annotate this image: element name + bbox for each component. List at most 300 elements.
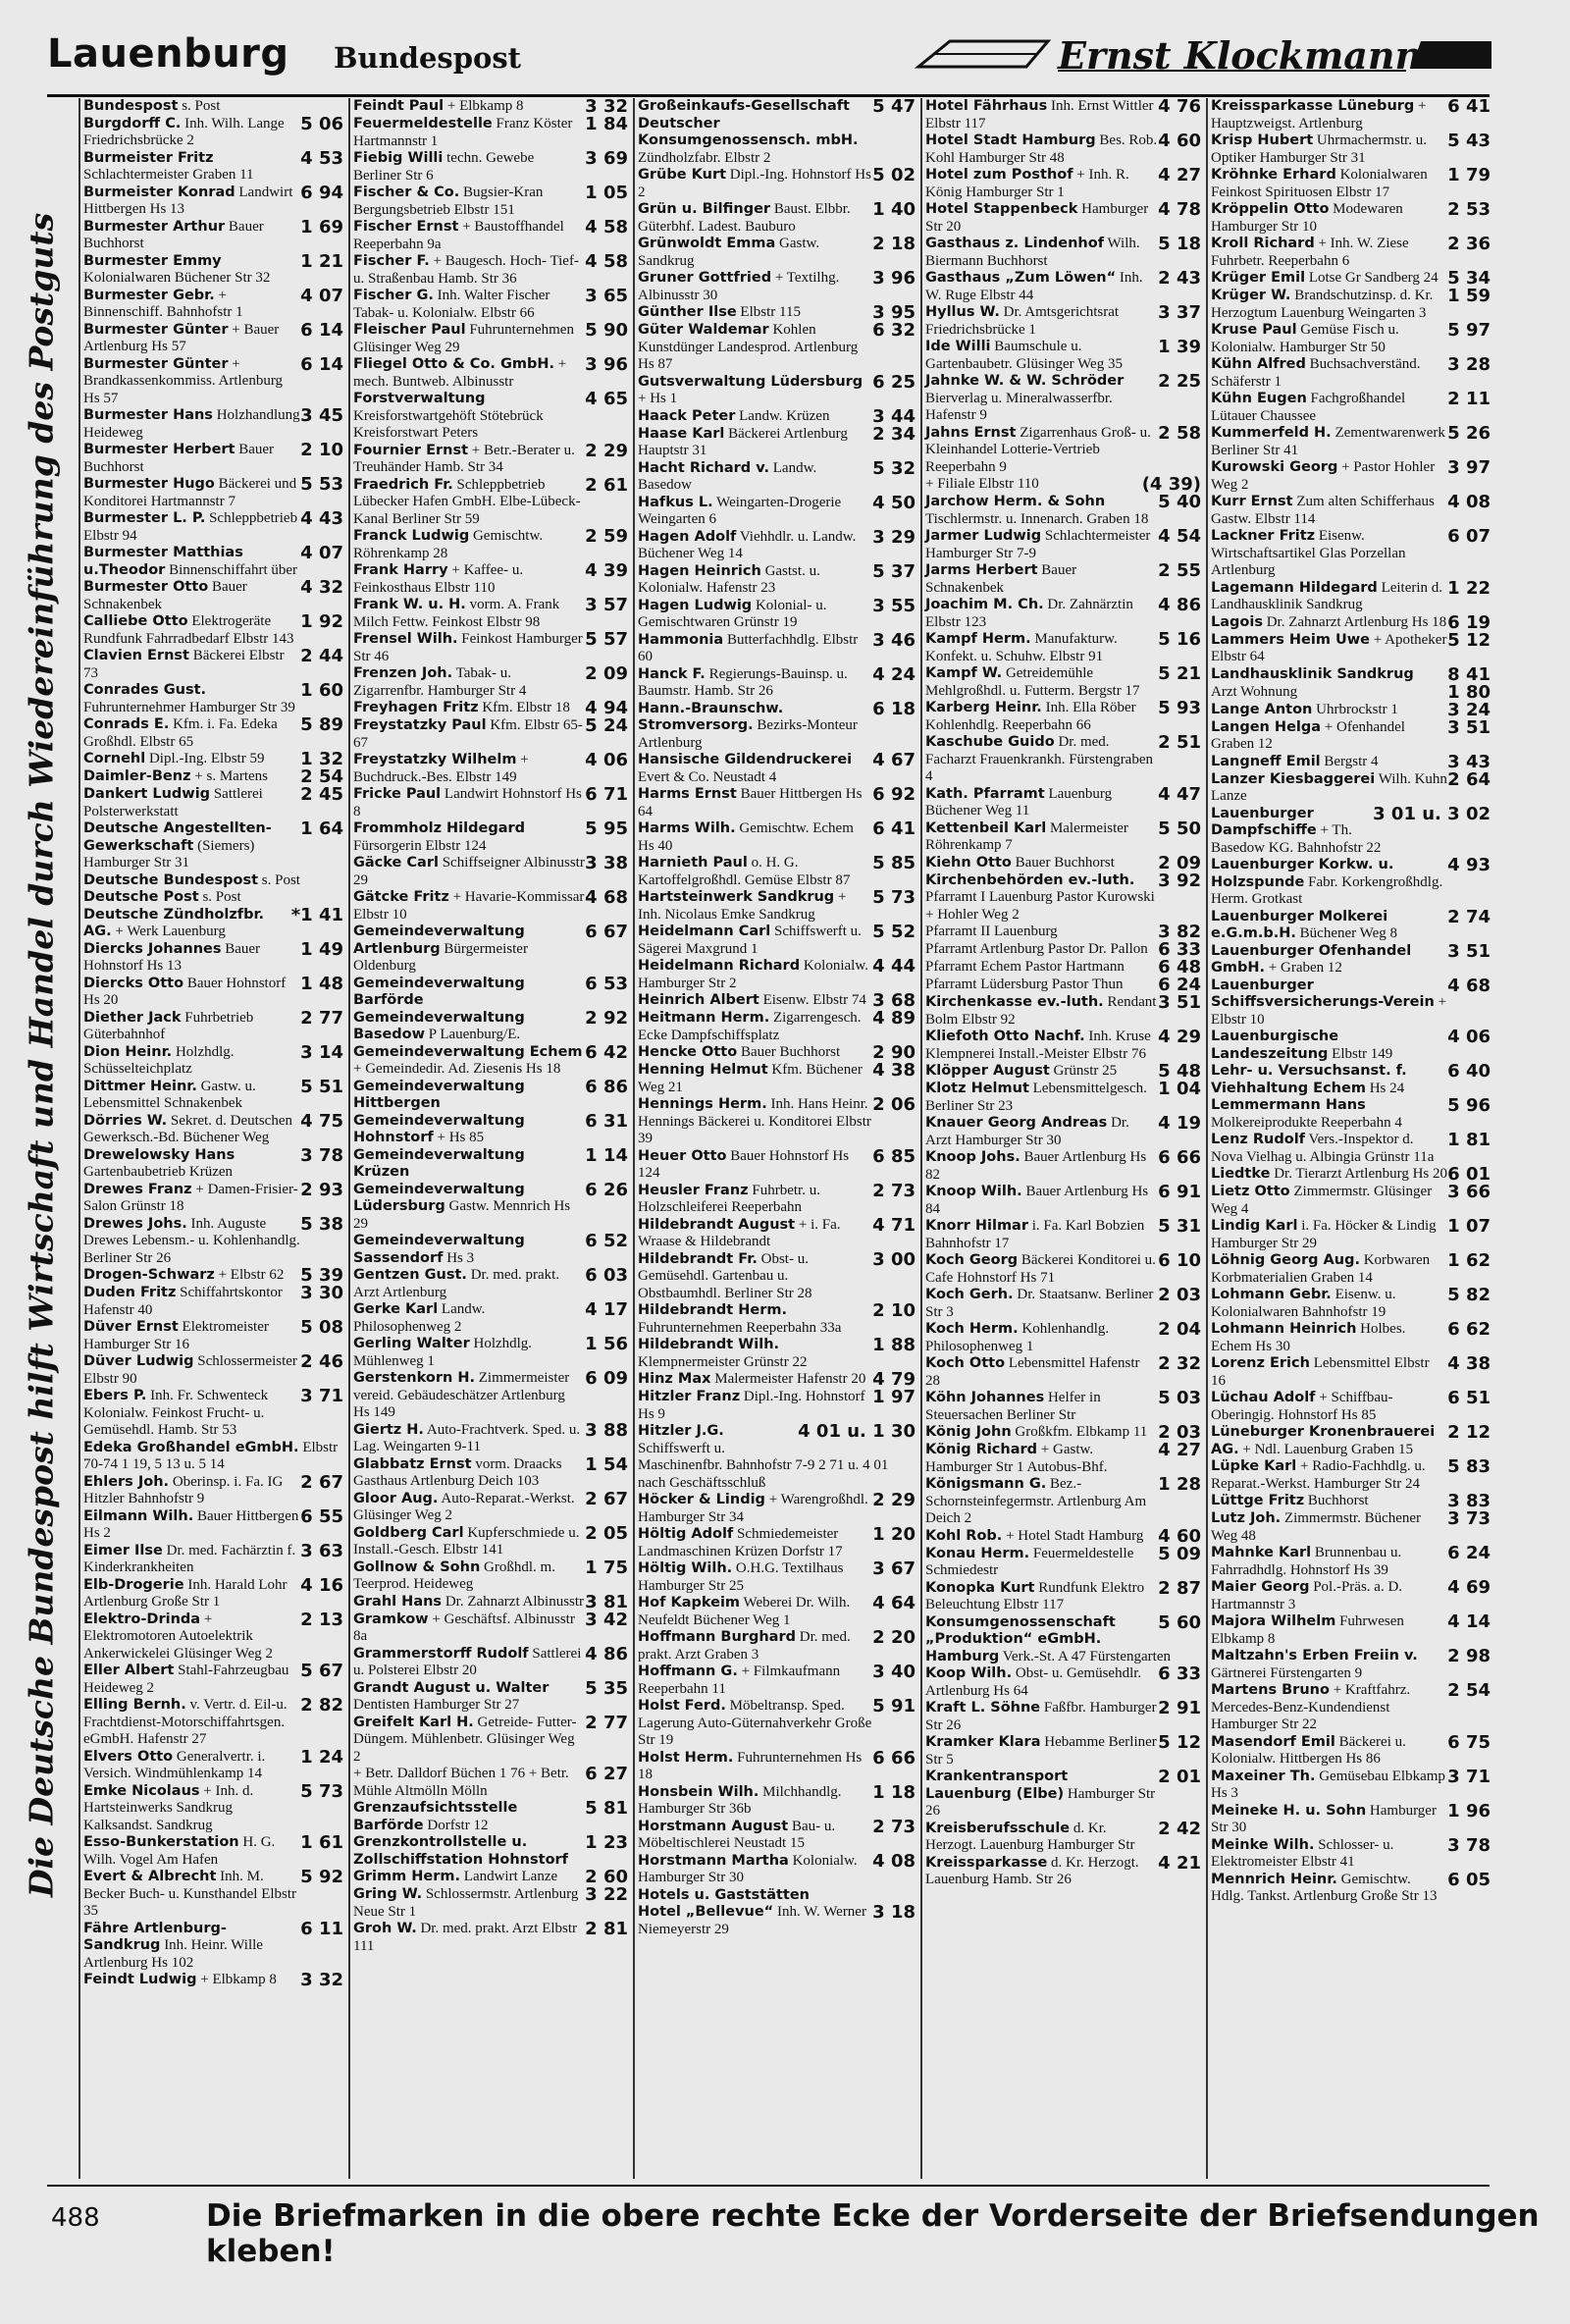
- entry-name: Dion Heinr.: [83, 1043, 173, 1060]
- directory-entry: [350, 1886, 630, 1921]
- entry-details: Molkereiprodukte Reeperbahn 4: [1211, 1114, 1402, 1131]
- entry-details: Holzhandlung Heideweg: [83, 407, 300, 441]
- phone-number: 1 96: [1447, 1800, 1491, 1822]
- entry-name: Lackner Fritz: [1211, 528, 1316, 544]
- entry-details: Grünstr 25: [1053, 1063, 1118, 1079]
- phone-number: 3 81: [585, 1591, 628, 1612]
- entry-details: Verk.-St. A 47 Fürstengarten: [1002, 1648, 1171, 1664]
- phone-number: 2 74: [1447, 906, 1491, 927]
- directory-entry: [80, 889, 345, 907]
- entry-name: Kroll Richard: [1211, 236, 1315, 251]
- directory-entry: [350, 1766, 630, 1800]
- directory-entry: [1208, 1252, 1492, 1287]
- phone-number: 4 44: [872, 956, 916, 977]
- entry-name: Giertz H.: [353, 1421, 424, 1438]
- directory-entry: [80, 319, 345, 356]
- phone-number: 4 69: [1447, 1577, 1491, 1598]
- entry-name: Frommholz Hildegard: [353, 820, 526, 836]
- entry-details: + Geschäftsf. Albinusstr 8a: [353, 1611, 575, 1644]
- entry-details: Uhrbrockstr 1: [1316, 701, 1398, 717]
- phone-number: (4 39): [1141, 474, 1201, 495]
- directory-entry: [1208, 577, 1492, 614]
- entry-name: Lenz Rudolf: [1211, 1132, 1305, 1147]
- phone-number: 4 07: [300, 285, 343, 306]
- entry-details: vorm. Draacks Gasthaus Artlenburg Deich 103: [353, 1455, 562, 1489]
- entry-name: Hammonia: [638, 631, 724, 648]
- directory-entry: [80, 98, 345, 116]
- phone-number: 2 55: [1158, 560, 1201, 581]
- phone-number: 3 96: [872, 268, 916, 289]
- phone-number: 2 77: [585, 1712, 628, 1733]
- entry-details: Bauer Buchhorst: [740, 1044, 841, 1060]
- entry-details: Dr. med. prakt. Arzt Elbstr 111: [353, 1921, 578, 1954]
- entry-name: Conrades Gust.: [83, 682, 207, 698]
- entry-details: Feinkost Hamburger Str 46: [353, 631, 583, 664]
- entry-details: Schleppbetrieb Elbstr 94: [83, 510, 298, 544]
- directory-entry: [80, 1213, 345, 1268]
- entry-details: Hamburger Str 30: [1211, 1802, 1437, 1835]
- entry-details: Obst- u. Gemüsehdl. Gartenbau u. Obstbaumhdl. Berliner Str 28: [638, 1250, 812, 1301]
- entry-name: Elling Bernh.: [83, 1697, 186, 1713]
- entry-name: Kirchenbehörden ev.-luth.: [925, 872, 1135, 888]
- entry-details: Fuhrunternehmer Hamburger Str 39: [83, 699, 295, 715]
- phone-number: 2 46: [300, 1351, 343, 1372]
- directory-entry: [1208, 1510, 1492, 1545]
- entry-details: Dorfstr 12: [427, 1817, 489, 1833]
- entry-details: + Betr. Dalldorf Büchen 1 76 + Betr. Mühle Altmölln Mölln: [353, 1766, 569, 1799]
- directory-entry: [350, 973, 630, 1010]
- entry-details: Schlachtermeister Hamburger Str 7-9: [925, 528, 1151, 561]
- entry-name: Lohmann Gebr.: [1211, 1287, 1332, 1302]
- phone-number: 2 91: [1158, 1698, 1201, 1718]
- entry-name: Feindt Ludwig: [83, 1972, 197, 1987]
- entry-name: Gäcke Carl: [353, 855, 439, 871]
- entry-details: Kohlen Kunstdünger Landesprod. Artlenburg Hs 87: [638, 322, 859, 372]
- directory-entry: [80, 682, 345, 716]
- directory-entry: [350, 1336, 630, 1370]
- entry-name: Mahnke Karl: [1211, 1545, 1312, 1560]
- directory-entry: [80, 510, 345, 545]
- phone-number: 5 26: [1447, 423, 1491, 444]
- directory-entry: [635, 1214, 917, 1251]
- entry-name: Horstmann Martha: [638, 1852, 789, 1869]
- entry-name: Meineke H. u. Sohn: [1211, 1802, 1367, 1819]
- entry-name: Burmester Otto: [83, 579, 209, 595]
- phone-number: 2 73: [872, 1180, 916, 1201]
- phone-number: 2 03: [1158, 1285, 1201, 1305]
- entry-details: Landw. Krüzen: [739, 407, 830, 424]
- entry-details: Wilh. Kuhn Lanze: [1211, 770, 1447, 804]
- entry-details: Vers.-Inspektor d. Nova Vielhag u. Albingia Grünstr 11a: [1211, 1132, 1435, 1165]
- entry-name: Konopka Kurt: [925, 1579, 1035, 1596]
- phone-number: 1 05: [585, 183, 628, 203]
- entry-details: Zementwarenwerk Berliner Str 41: [1211, 425, 1445, 458]
- entry-name: Lauenburger Ofenhandel GmbH.: [1211, 942, 1412, 976]
- phone-number: 2 92: [585, 1007, 628, 1029]
- entry-name: Frank Harry: [353, 562, 448, 578]
- entry-name: Koch Herm.: [925, 1321, 1019, 1337]
- phone-number: 5 35: [585, 1677, 628, 1699]
- directory-entry: [80, 113, 345, 150]
- entry-name: Hann.-Braunschw. Stromversorg.: [638, 700, 784, 733]
- entry-name: Deutsche Angestellten-Gewerkschaft: [83, 820, 272, 854]
- entry-details: Lebensmittel Hafenstr 28: [925, 1355, 1140, 1389]
- directory-entry: [635, 167, 917, 201]
- entry-name: Diercks Otto: [83, 975, 184, 991]
- phone-number: 6 27: [585, 1764, 628, 1784]
- phone-number: 3 28: [1447, 354, 1491, 375]
- phone-number: 1 61: [300, 1832, 343, 1853]
- phone-number: 2 67: [585, 1488, 628, 1509]
- phone-number: 4 78: [1158, 199, 1201, 220]
- entry-details: Buchhorst: [1307, 1493, 1369, 1508]
- entry-name: Knorr Hilmar: [925, 1218, 1028, 1234]
- entry-details: Kohlenhandlg. Philosophenweg 1: [925, 1321, 1110, 1354]
- phone-number: 4 64: [872, 1593, 916, 1613]
- entry-name: Elektro-Drinda: [83, 1611, 201, 1627]
- entry-details: vorm. A. Frank Milch Fettw. Feinkost Elbstr 98: [353, 597, 560, 630]
- phone-number: 2 81: [585, 1919, 628, 1939]
- entry-name: Knoop Wilh.: [925, 1184, 1022, 1199]
- directory-entry: [350, 288, 630, 322]
- phone-number: 5 34: [1447, 268, 1491, 289]
- directory-entry: [635, 526, 917, 563]
- phone-number: 1 60: [300, 680, 343, 701]
- entry-details: Möbeltransp. Sped. Lagerung Auto-Güternahverkehr Große Str 19: [638, 1698, 872, 1748]
- entry-details: + Baugesch. Hoch- Tief-u. Straßenbau Hamb. Str 36: [353, 253, 579, 287]
- directory-entry: [922, 167, 1203, 201]
- directory-entry: [350, 150, 630, 185]
- phone-number: 4 19: [1158, 1113, 1201, 1134]
- directory-entry: [80, 1388, 345, 1440]
- entry-name: Burmester Günter: [83, 321, 229, 338]
- entry-name: Gemeindeverwaltung Echem: [353, 1043, 583, 1060]
- phone-number: 1 22: [1447, 577, 1491, 599]
- entry-details: Schlosser- u. Elektromeister Elbstr 41: [1211, 1836, 1394, 1870]
- directory-entry: [922, 1700, 1203, 1734]
- entry-details: Bäckerei Artlenburg Hauptstr 31: [638, 425, 848, 458]
- phone-number: 5 93: [1158, 698, 1201, 718]
- entry-name: Heusler Franz: [638, 1182, 749, 1198]
- phone-number: 5 50: [1158, 818, 1201, 839]
- entry-details: Hamburger Str 26: [925, 1785, 1156, 1819]
- directory-entry: [80, 1540, 345, 1577]
- phone-number: 2 05: [585, 1522, 628, 1544]
- directory-entry: [80, 1285, 345, 1319]
- entry-name: Evert & Albrecht: [83, 1869, 217, 1884]
- entry-name: Koch Otto: [925, 1355, 1006, 1371]
- entry-details: Holzhdlg. Mühlenweg 1: [353, 1336, 533, 1369]
- directory-entry: [922, 201, 1203, 236]
- entry-details: Büchener Weg 8: [1299, 925, 1397, 941]
- phone-number: 3 18: [872, 1902, 916, 1923]
- entry-name: Burmeister Fritz: [83, 149, 214, 166]
- entry-details: Schiffahrtskontor Hafenstr 40: [83, 1285, 283, 1318]
- phone-number: 5 12: [1447, 629, 1491, 651]
- directory-entry: [350, 597, 630, 631]
- entry-name: Lammers Heim Uwe: [1211, 631, 1371, 648]
- entry-name: Burgdorff C.: [83, 115, 182, 132]
- phone-number: 4 75: [300, 1110, 343, 1132]
- phone-number: 2 32: [1158, 1353, 1201, 1374]
- directory-entry: [350, 1591, 630, 1612]
- directory-entry: [1208, 699, 1492, 720]
- directory-entry: [1208, 1579, 1492, 1613]
- directory-entry: [350, 1834, 630, 1869]
- entry-details: + Binnenschiff. Bahnhofstr 1: [83, 287, 243, 320]
- phone-number: 6 67: [585, 922, 628, 942]
- directory-entry: [635, 1664, 917, 1698]
- phone-number: 2 60: [585, 1867, 628, 1887]
- entry-details: Fachgroßhandel Lütauer Chaussee: [1211, 391, 1406, 424]
- entry-details: + Filiale Elbstr 110: [925, 476, 1039, 492]
- entry-details: Elbstr 149: [1332, 1045, 1393, 1062]
- entry-name: Lutz Joh.: [1211, 1510, 1282, 1526]
- entry-details: Bezirks-Monteur Artlenburg: [638, 717, 858, 751]
- directory-entry: [350, 1144, 630, 1182]
- entry-name: Lagois: [1211, 613, 1263, 630]
- phone-number: 3 95: [872, 302, 916, 323]
- entry-details: Sattlerei Polsterwerkstatt: [83, 786, 263, 819]
- entry-name: Glabbatz Ernst: [353, 1455, 472, 1472]
- entry-name: Calliebe Otto: [83, 613, 188, 629]
- entry-details: Pol.-Präs. a. D. Hartmannstr 3: [1211, 1579, 1403, 1612]
- entry-name: Gemeindeverwaltung Artlenburg: [353, 924, 525, 957]
- entry-details: Lotse Gr Sandberg 24: [1308, 270, 1439, 286]
- entry-details: Fabr. Korkengroßhdlg. Herm. Grotkast: [1211, 873, 1443, 907]
- phone-number: 6 92: [872, 784, 916, 805]
- directory-entry: [922, 1149, 1203, 1184]
- entry-name: Lüchau Adolf: [1211, 1390, 1316, 1405]
- entry-name: Konsumgenossenschaft „Produktion“ eGmbH. Hamburg: [925, 1613, 1116, 1664]
- directory-entry: [1208, 201, 1492, 236]
- entry-details: Schleppbetrieb Lübecker Hafen GmbH. Elbe-Lübeck-Kanal Berliner Str 59: [353, 476, 581, 527]
- entry-name: Grünwoldt Emma: [638, 236, 776, 251]
- entry-details: Inh. Fr. Schwenteck Kolonialw. Feinkost Frucht- u. Gemüsehdl. Hamb. Str 53: [83, 1388, 269, 1438]
- directory-entry: [1208, 459, 1492, 494]
- entry-details: Bau- u. Möbeltischlerei Neustadt 15: [638, 1818, 836, 1851]
- directory-entry: [635, 1145, 917, 1183]
- directory-entry: [635, 1904, 917, 1938]
- entry-name: Düver Ludwig: [83, 1353, 194, 1369]
- entry-details: Bauer Buchhorst: [1015, 854, 1115, 871]
- directory-entry: [80, 786, 345, 820]
- entry-details: Dr. Staatsanw. Berliner Str 3: [925, 1287, 1154, 1320]
- directory-entry: [1208, 98, 1492, 132]
- phone-number: 5 02: [872, 165, 916, 185]
- entry-name: Grübe Kurt: [638, 167, 727, 183]
- directory-entry: [922, 1081, 1203, 1115]
- entry-details: + Gastw. Hamburger Str 1 Autobus-Bhf.: [925, 1442, 1108, 1475]
- entry-details: s. Post: [261, 872, 300, 888]
- entry-name: Fähre Artlenburg-Sandkrug: [83, 1920, 227, 1953]
- phone-number: 2 93: [300, 1179, 343, 1200]
- directory-entry: [1208, 1545, 1492, 1579]
- entry-details: Schlossermeister Elbstr 90: [83, 1353, 297, 1387]
- directory-entry: [350, 1041, 630, 1079]
- phone-number: 6 53: [585, 973, 628, 994]
- entry-name: Fricke Paul: [353, 786, 442, 802]
- phone-number: 6 31: [585, 1110, 628, 1132]
- directory-entry: [922, 1442, 1203, 1476]
- directory-entry: [350, 1643, 630, 1680]
- phone-number: 1 79: [1447, 165, 1491, 185]
- entry-details: s. Post: [202, 889, 241, 905]
- phone-number: 5 96: [1447, 1095, 1491, 1116]
- page-header: [47, 27, 1499, 84]
- phone-number: 5 40: [1158, 492, 1201, 512]
- directory-entry: [1208, 1029, 1492, 1063]
- entry-name: Gring W.: [353, 1886, 423, 1902]
- phone-number: 3 38: [585, 853, 628, 873]
- entry-details: Zündholzfabr. Elbstr 2: [638, 149, 771, 166]
- entry-name: Heitmann Herm.: [638, 1010, 770, 1026]
- phone-number: 5 32: [872, 457, 916, 479]
- directory-entry: [1208, 1063, 1492, 1097]
- directory-entry: [635, 1337, 917, 1371]
- phone-number: 6 42: [585, 1041, 628, 1063]
- entry-details: Elbstr 70-74 1 19, 5 13 u. 5 14: [83, 1439, 339, 1472]
- entry-details: Gastw. Sandkrug: [638, 236, 820, 269]
- directory-entry: [1208, 940, 1492, 977]
- phone-number: 1 40: [872, 199, 916, 220]
- directory-entry: [922, 494, 1203, 528]
- entry-details: + Werk Lauenburg: [115, 924, 226, 939]
- directory-entry: [80, 1144, 345, 1182]
- phone-number: 6 66: [1158, 1147, 1201, 1168]
- entry-details: Pfarramt II Lauenburg: [925, 924, 1058, 939]
- entry-details: Inh. Ernst Wittler Elbstr 117: [925, 98, 1154, 132]
- entry-details: Obst- u. Gemüsehdlr. Artlenburg Hs 64: [925, 1665, 1142, 1699]
- directory-entry: [922, 852, 1203, 873]
- directory-entry: [350, 752, 630, 786]
- entry-details: Getreidemühle Mehlgroßhdl. u. Futterm. Bergstr 17: [925, 665, 1140, 699]
- entry-details: Eisenw. Wirtschaftsartikel Glas Porzellan Artlenburg: [1211, 528, 1406, 578]
- entry-details: Evert & Co. Neustadt 4: [638, 768, 777, 785]
- entry-name: Maltzahn's Erben Freiin v.: [1211, 1648, 1418, 1664]
- entry-name: Holst Herm.: [638, 1749, 734, 1766]
- phone-number: 4 08: [872, 1850, 916, 1872]
- phone-number: 1 84: [585, 114, 628, 134]
- phone-number: 4 08: [1447, 492, 1491, 512]
- entry-name: Lauenburgische Landeszeitung: [1211, 1029, 1339, 1062]
- phone-number: 2 43: [1158, 268, 1201, 289]
- entry-details: Auto-Frachtverk. Sped. u. Lag. Weingarten 9-11: [353, 1421, 581, 1454]
- phone-number: 6 91: [1158, 1182, 1201, 1202]
- entry-name: König John: [925, 1424, 1012, 1440]
- directory-entry: [80, 820, 345, 872]
- entry-name: Köhn Johannes: [925, 1390, 1045, 1405]
- entry-name: Kiehn Otto: [925, 854, 1012, 871]
- klockmann-logo: [911, 27, 1499, 80]
- phone-number: 3 69: [585, 148, 628, 169]
- entry-name: Fiebig Willi: [353, 150, 444, 166]
- entry-details: Schiffswerft u. Sägerei Maxgrund 1: [638, 924, 862, 957]
- entry-details: Milchhandlg. Hamburger Str 36b: [638, 1783, 842, 1817]
- phone-number: 1 92: [300, 611, 343, 632]
- entry-name: Masendorf Emil: [1211, 1733, 1335, 1750]
- phone-number: 6 11: [300, 1918, 343, 1939]
- phone-number: 5 16: [1158, 629, 1201, 650]
- entry-details: Landwirt Hittbergen Hs 13: [83, 184, 293, 217]
- entry-details: o. H. G. Kartoffelgroßhdl. Gemüse Elbstr 87: [638, 855, 851, 888]
- entry-name: Fliegel Otto & Co. GmbH.: [353, 356, 554, 372]
- phone-number: 3 96: [585, 354, 628, 375]
- phone-number: 1 69: [300, 216, 343, 238]
- entry-name: Lauenburger Schiffsversicherungs-Verein: [1211, 977, 1435, 1010]
- directory-entry: [350, 665, 630, 700]
- directory-entry: [922, 1115, 1203, 1149]
- entry-name: Gemeindeverwaltung Hohnstorf: [353, 1112, 525, 1145]
- directory-entry: [350, 528, 630, 562]
- phone-number: 6 14: [300, 319, 343, 341]
- entry-details: Kolonialwaren Feinkost Spirituosen Elbstr 17: [1211, 167, 1428, 200]
- phone-number: 2 90: [872, 1042, 916, 1063]
- phone-number: 1 97: [872, 1387, 916, 1407]
- directory-entry: [635, 629, 917, 666]
- entry-name: Jarchow Herm. & Sohn: [925, 494, 1106, 509]
- phone-number: 2 09: [1158, 852, 1201, 873]
- directory-entry: [350, 391, 630, 443]
- phone-number: 4 29: [1158, 1027, 1201, 1047]
- directory-entry: [1208, 1869, 1492, 1906]
- entry-name: Knoop Johs.: [925, 1149, 1020, 1165]
- entry-name: Hildebrandt Wilh.: [638, 1337, 780, 1352]
- entry-name: Hencke Otto: [638, 1044, 738, 1060]
- phone-number: 6 94: [300, 182, 343, 203]
- directory-entry: [350, 1301, 630, 1336]
- directory-entry: [80, 182, 345, 219]
- phone-number: 4 27: [1158, 1440, 1201, 1460]
- directory-entry: [1208, 1390, 1492, 1424]
- entry-details: + Graben 12: [1268, 960, 1342, 976]
- entry-name: Emke Nicolaus: [83, 1782, 200, 1799]
- entry-name: Lauenburger Korkw. u. Holzspunde: [1211, 857, 1394, 890]
- directory-entry: [635, 820, 917, 855]
- entry-name: Gätcke Fritz: [353, 889, 449, 905]
- phone-number: 5 89: [300, 714, 343, 735]
- phone-number: 5 39: [300, 1265, 343, 1286]
- directory-entry: [80, 1076, 345, 1113]
- entry-details: Dipl.-Ing. Hohnstorf Hs 9: [638, 1389, 865, 1422]
- directory-entry: [635, 698, 917, 753]
- entry-details: + Kraftfahrz. Mercedes-Benz-Kundendienst Hamburger Str 22: [1211, 1682, 1411, 1732]
- entry-name: Hotels u. Gaststätten: [638, 1886, 811, 1903]
- phone-number: 1 39: [1158, 337, 1201, 357]
- entry-details: Bauer Hohnstorf Hs 20: [83, 975, 287, 1008]
- town-heading: Lauenburg: [47, 31, 289, 77]
- phone-number: 5 18: [1158, 234, 1201, 254]
- phone-number: 6 24: [1447, 1543, 1491, 1563]
- entry-details: + Elbstr 62: [218, 1267, 285, 1283]
- entry-details: d. Kr. Herzogt. Lauenburg Hamburger Str: [925, 1820, 1135, 1853]
- entry-name: Gasthaus „Zum Löwen“: [925, 270, 1117, 286]
- entry-name: Jarmer Ludwig: [925, 528, 1042, 544]
- directory-entry: [80, 973, 345, 1010]
- directory-entry: [1208, 528, 1492, 580]
- directory-entry: [80, 1780, 345, 1835]
- entry-details: Holbes. Echem Hs 30: [1211, 1321, 1406, 1354]
- entry-name: Gemeindeverwaltung Hittbergen: [353, 1078, 525, 1111]
- entry-name: Hagen Ludwig: [638, 597, 753, 613]
- entry-details: + Elbkamp 8: [200, 1972, 277, 1987]
- directory-column-2: [348, 98, 630, 2179]
- phone-number: 6 10: [1158, 1250, 1201, 1271]
- entry-name: Mennrich Heinr.: [1211, 1871, 1337, 1887]
- entry-name: Gasthaus z. Lindenhof: [925, 236, 1105, 251]
- directory-entry: [350, 1179, 630, 1234]
- phone-number: 5 83: [1447, 1456, 1491, 1477]
